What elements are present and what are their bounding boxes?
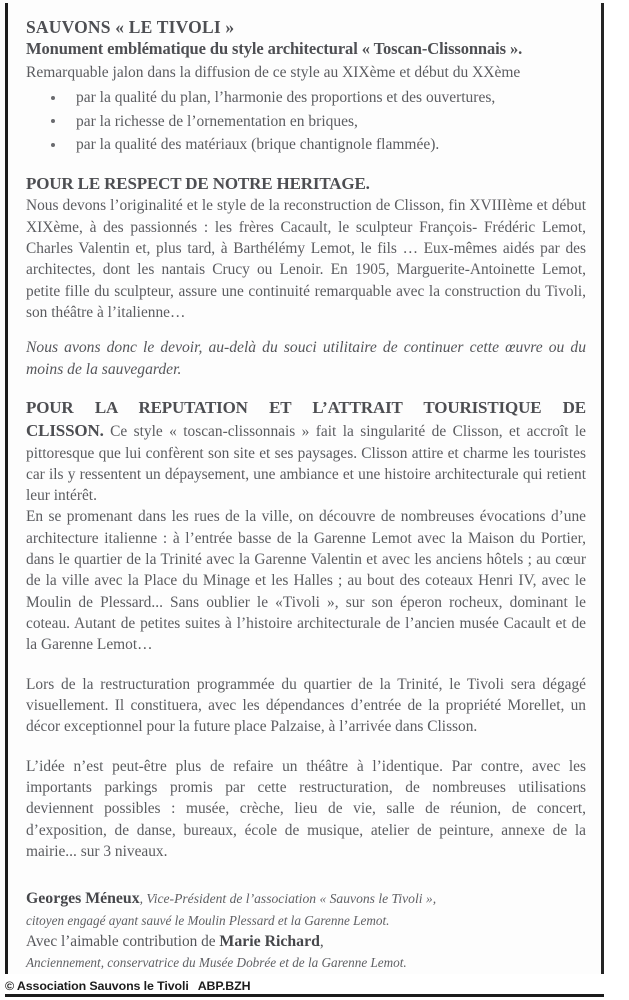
list-item xyxy=(26,86,586,110)
list-item-label: par la richesse de l’ornementation en briques, xyxy=(76,112,358,130)
signature-contribution-line xyxy=(26,931,586,953)
document-subtitle: Monument emblématique du style architectural « Toscan-Clissonnais ». xyxy=(26,39,523,59)
bullet-icon xyxy=(51,96,55,100)
section-heritage-paragraph: Nous devons l’originalité et le style de la reconstruction de Clisson, fin XVIIIème et début XIXème, à des passionnés : les frères Cacault, le sculpteur François- Frédéric Lemot, Charles Valentin et, plus tard, à Barthélémy Lemot, le fils … Eux-mêmes aidés par des architectes, dont les nantais Crucy ou Lenoir. En 1905, Marguerite-Antoinette Lemot, petite fille du sculpteur, assure une continuité remarquable avec la construction du Tivoli, son théâtre à l’italienne… xyxy=(26,197,586,321)
document-content xyxy=(8,3,601,974)
section-heritage-heading: POUR LE RESPECT DE NOTRE HERITAGE. xyxy=(26,173,370,193)
signature-contribution-prefix: Avec l’aimable contribution de xyxy=(26,932,220,950)
footer-copyright: © Association Sauvons le Tivoli xyxy=(5,979,189,993)
section-reputation-heading-line2: CLISSON. xyxy=(26,420,104,440)
signature-author-role: , Vice-Président de l’association « Sauvons le Tivoli », xyxy=(139,891,437,907)
bullet-icon xyxy=(51,143,55,147)
signature-contributor-name: Marie Richard xyxy=(219,932,320,950)
footer-credit xyxy=(5,979,250,993)
list-item-label: par la qualité des matériaux (brique chantignole flammée). xyxy=(76,136,440,154)
signature-block xyxy=(26,888,586,972)
document-title: SAUVONS « LE TIVOLI » xyxy=(26,17,235,37)
section-reputation-intro xyxy=(26,419,586,507)
section-reputation-heading-line1: POUR LA REPUTATION ET L’ATTRAIT TOURISTIQUE DE xyxy=(26,397,586,417)
section-reputation-intro-text: Ce style « toscan-clissonnais » fait la singularité de Clisson, et accroît le pittoresque que lui confèrent son site et ses paysages. Clisson attire et charme les touristes car ils y ressentent un dépaysement, une ambiance et une histoire architecturale qui retient leur intérêt. xyxy=(26,422,586,505)
qualities-list xyxy=(26,86,586,157)
list-item xyxy=(26,110,586,134)
signature-author-line xyxy=(26,888,586,910)
document-lede: Remarquable jalon dans la diffusion de ce style au XIXème et début du XXème xyxy=(26,63,521,81)
footer-divider xyxy=(5,994,604,997)
list-item-label: par la qualité du plan, l’harmonie des proportions et des ouvertures, xyxy=(76,89,496,107)
signature-contribution-suffix: , xyxy=(319,932,324,950)
signature-author-sub: citoyen engagé ayant sauvé le Moulin Plessard et la Garenne Lemot. xyxy=(26,912,390,928)
page-footer xyxy=(5,974,604,1000)
section-reputation-paragraph-3: Lors de la restructuration programmée du quartier de la Trinité, le Tivoli sera dégagé visuellement. Il constituera, avec les dépendances d’entrée de la propriété Morellet, un décor exceptionnel pour la future place Palzaise, à l’arrivée dans Clisson. xyxy=(26,675,586,736)
page-right-gutter xyxy=(604,0,629,1000)
section-reputation-paragraph-2: En se promenant dans les rues de la ville, on découvre de nombreuses évocations d’une architecture italienne : à l’entrée basse de la Garenne Lemot avec la Maison du Portier, dans le quartier de la Trinité avec la Garenne Valentin et avec les anciens hôtels ; au cœur de la ville avec la Place du Minage et les Halles ; au bout des coteaux Henri IV, avec le Moulin de Plessard... Sans oublier le «Tivoli », sur son éperon rocheux, dominant le coteau. Autant de petites suites à l’histoire architecturale de l’ancien musée Cacault et de la Garenne Lemot… xyxy=(26,508,586,654)
signature-author-name: Georges Méneux xyxy=(26,890,140,908)
signature-contributor-sub: Anciennement, conservatrice du Musée Dobrée et de la Garenne Lemot. xyxy=(26,955,407,971)
section-reputation xyxy=(26,397,586,863)
section-heritage xyxy=(26,173,586,381)
list-item xyxy=(26,133,586,157)
footer-source: ABP.BZH xyxy=(197,979,251,993)
section-heritage-italic-note: Nous avons donc le devoir, au-delà du souci utilitaire de continuer cette œuvre ou du moins de la sauvegarder. xyxy=(26,339,586,379)
bullet-icon xyxy=(51,119,55,123)
section-reputation-paragraph-4: L’idée n’est peut-être plus de refaire un théâtre à l’identique. Par contre, avec les importants parkings promis par cette restructuration, de nombreuses utilisations deviennent possibles : musée, crèche, lieu de vie, salle de réunion, de concert, d’exposition, de danse, bureaux, école de musique, atelier de peinture, annexe de la mairie... sur 3 niveaux. xyxy=(26,757,586,861)
